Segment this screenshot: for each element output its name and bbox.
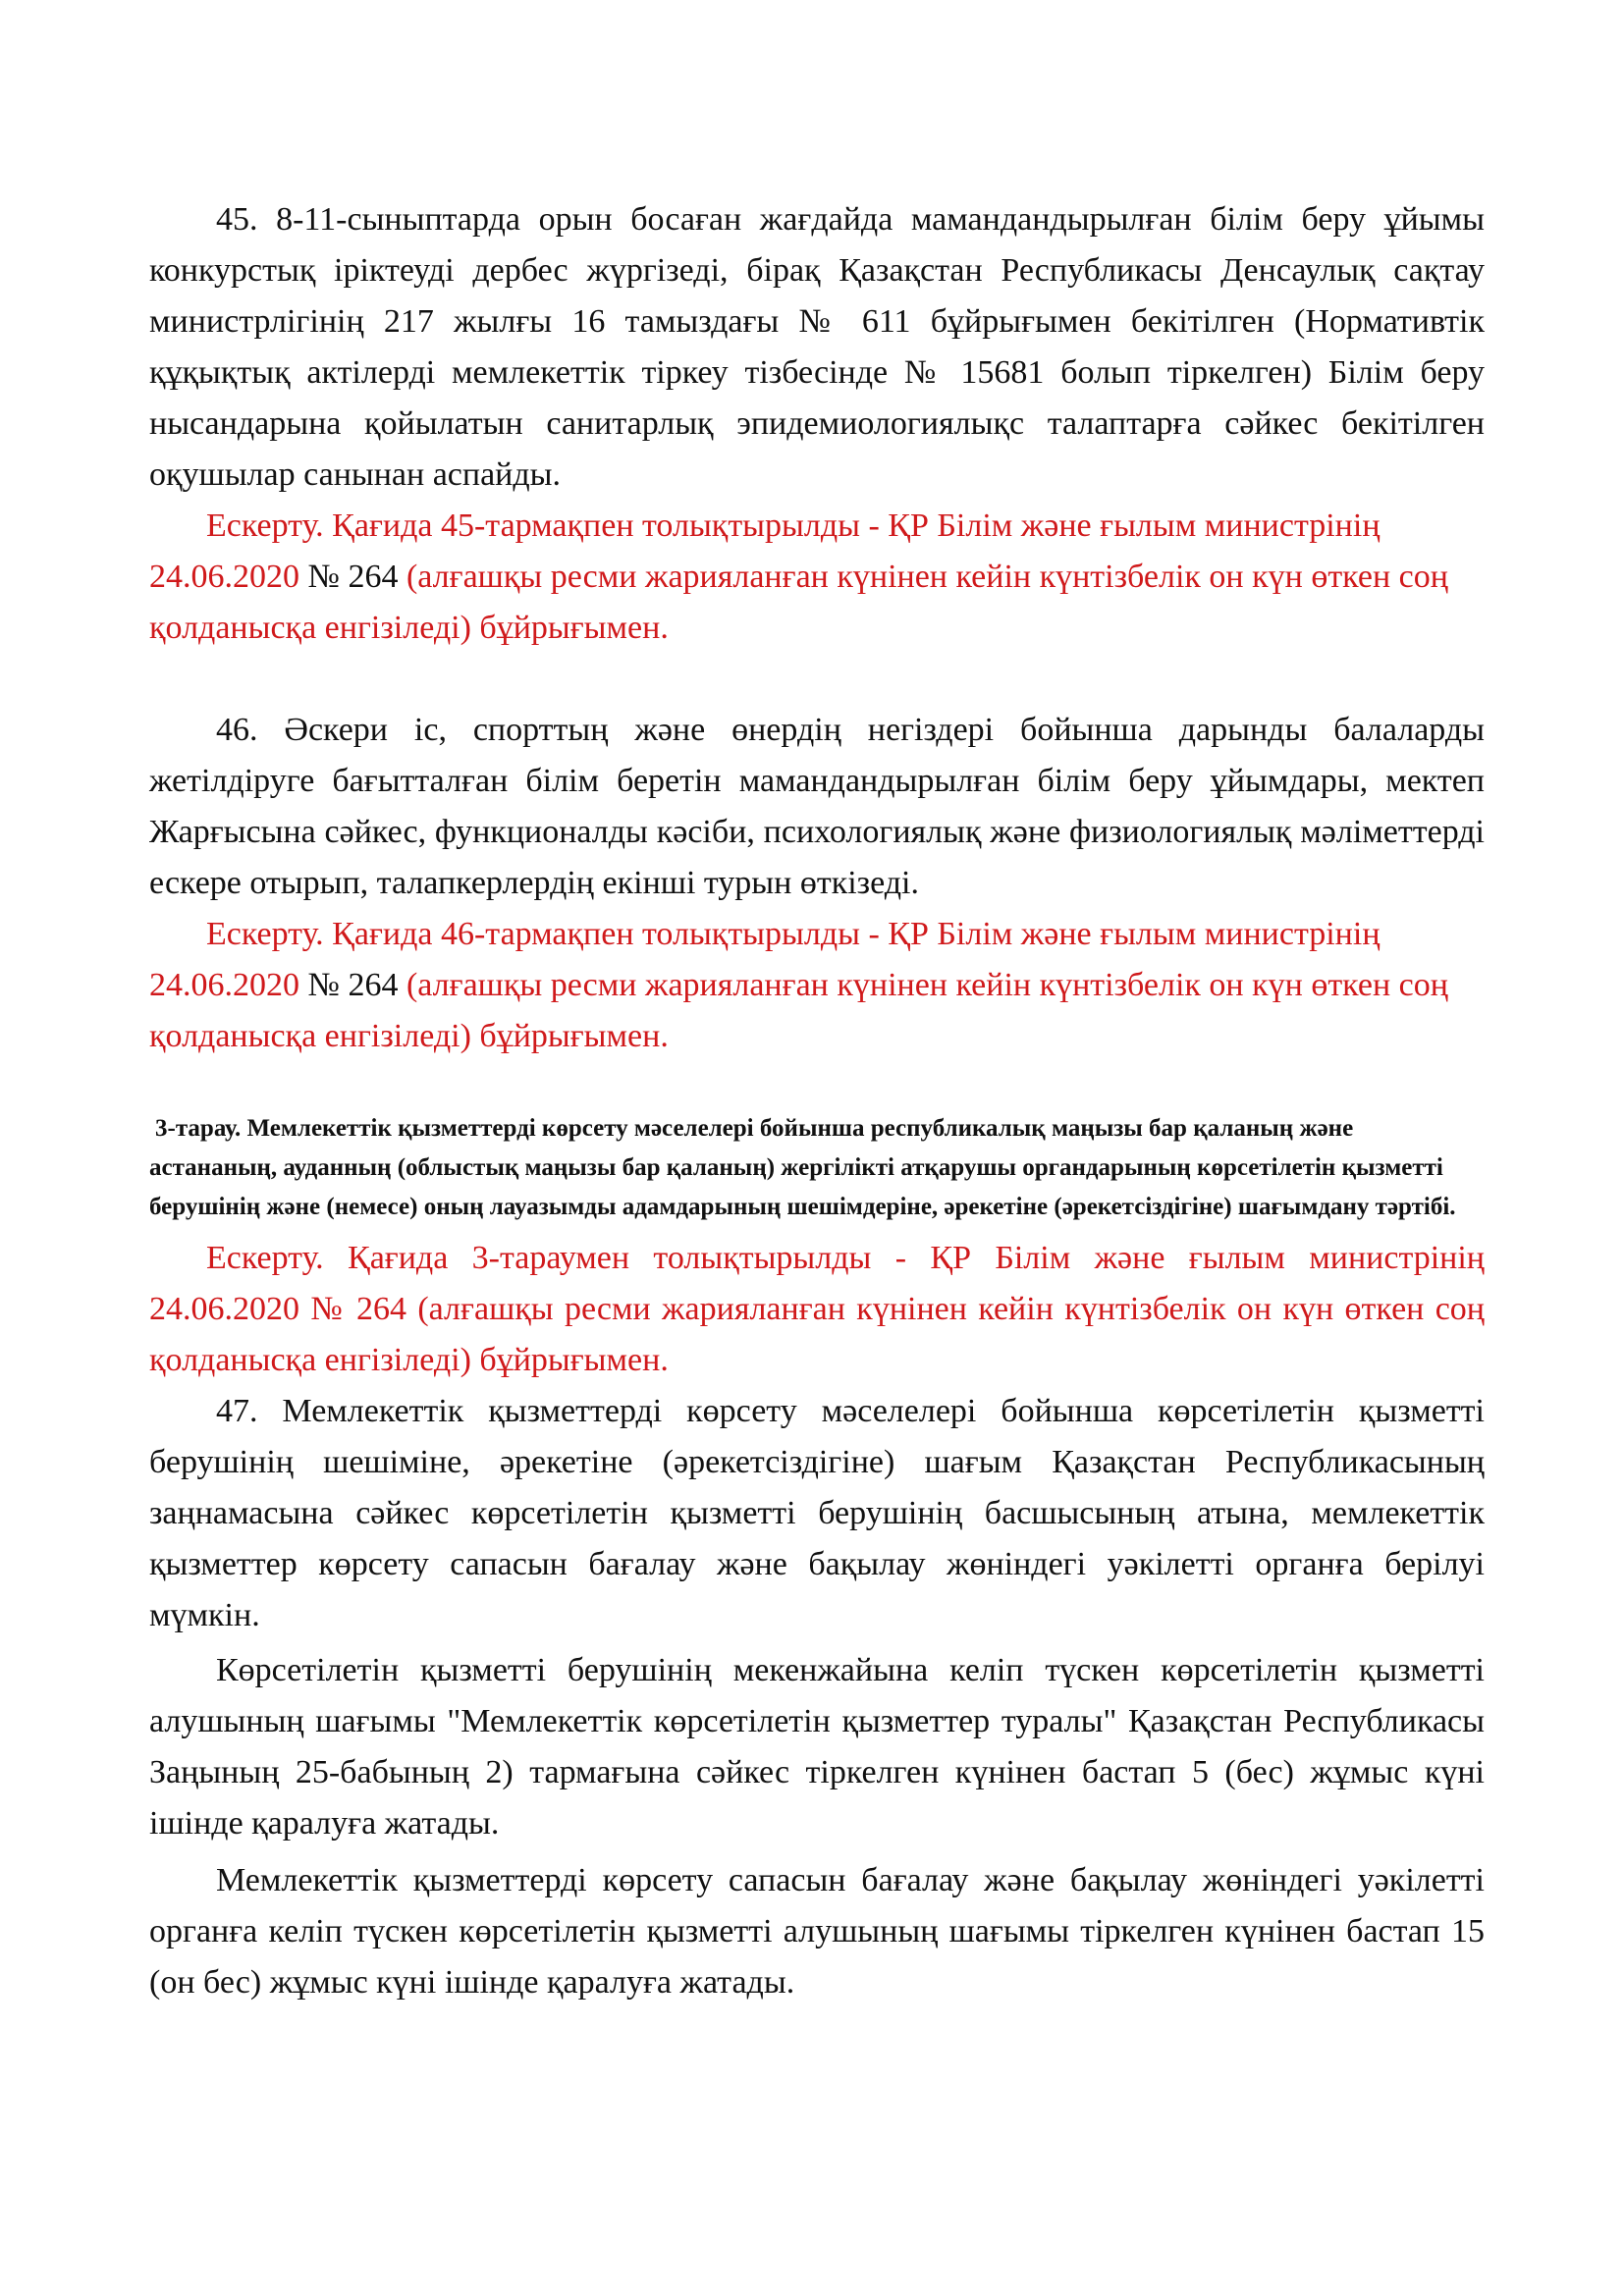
document-page — [149, 194, 1485, 2008]
paragraph-47-part-2: Көрсетілетін қызметті берушінің мекенжайына келіп түскен көрсетілетін қызметті алушының шағымы "Мемлекеттік көрсетілетін қызметтер туралы" Қазақстан Республикасы Заңының 25-бабының 2) тармағына сәйкес тіркелген күнінен бастап 5 (бес) жұмыс күні ішінде қаралуға жатады. — [149, 1652, 1485, 1842]
order-number-link[interactable]: № 264 — [307, 967, 399, 1003]
amendment-note-46-text: Ескерту. Қағида 46-тармақпен толықтырылды - ҚР Білім және ғылым министрінің 24.06.2020 — [149, 916, 1380, 1003]
amendment-note-45-text: Ескерту. Қағида 45-тармақпен толықтырылды - ҚР Білім және ғылым министрінің 24.06.2020 — [149, 507, 1380, 595]
paragraph-47-part-3: Мемлекеттік қызметтерді көрсету сапасын бағалау және бақылау жөніндегі уәкілетті органға келіп түскен көрсетілетін қызметті алушының шағымы тіркелген күнінен бастап 15 (он бес) жұмыс күні ішінде қаралуға жатады. — [149, 1862, 1485, 2001]
paragraph-47: 47. Мемлекеттік қызметтерді көрсету мәселелері бойынша көрсетілетін қызметті берушінің шешіміне, әрекетіне (әрекетсіздігіне) шағым Қазақстан Республикасының заңнамасына сәйкес көрсетілетін қызметті берушінің басшысының атына, мемлекеттік қызметтер көрсету сапасын бағалау және бақылау жөніндегі уәкілетті органға берілуі мүмкін. — [149, 1393, 1485, 1633]
order-number-link[interactable]: № 264 — [307, 559, 399, 595]
amendment-note-45-tail: (алғашқы ресми жарияланған күнінен кейін күнтізбелік он күн өткен соң қолданысқа енгізіледі) бұйрығымен. — [149, 559, 1448, 646]
paragraph-45: 45. 8-11-сыныптарда орын босаған жағдайда мамандандырылған білім беру ұйымы конкурстық іріктеуді дербес жүргізеді, бірақ Қазақстан Республикасы Денсаулық сақтау министрлігінің 217 жылғы 16 тамыздағы № 611 бұйрығымен бекітілген (Нормативтік құқықтық актілерді мемлекеттік тіркеу тізбесінде № 15681 болып тіркелген) Білім беру нысандарына қойылатын санитарлық эпидемиологиялықс талаптарға сәйкес бекітілген оқушылар санынан аспайды. — [149, 201, 1485, 493]
amendment-note-46-tail: (алғашқы ресми жарияланған күнінен кейін күнтізбелік он күн өткен соң қолданысқа енгізіледі) бұйрығымен. — [149, 967, 1448, 1054]
amendment-note-45 — [149, 501, 1485, 654]
section-3-heading: 3-тарау. Мемлекеттік қызметтерді көрсету мәселелері бойынша республикалық маңызы бар қаланың және астананың, ауданның (облыстық маңызы бар қаланың) жергілікті атқарушы органдарының көрсетілетін қызметті берушінің және (немесе) оның лауазымды адамдарының шешімдеріне, әрекетіне (әрекетсіздігіне) шағымдану тәртібі. — [149, 1115, 1456, 1220]
paragraph-46: 46. Әскери іс, спорттың және өнердің негіздері бойынша дарынды балаларды жетілдіруге бағытталған білім беретін мамандандырылған білім беру ұйымдары, мектеп Жарғысына сәйкес, функционалды кәсіби, психологиялық және физиологиялық мәліметтерді ескере отырып, талапкерлердің екінші турын өткізеді. — [149, 712, 1485, 901]
amendment-note-46 — [149, 909, 1485, 1062]
amendment-note-section-3: Ескерту. Қағида 3-тараумен толықтырылды - ҚР Білім және ғылым министрінің 24.06.2020 № 264 (алғашқы ресми жарияланған күнінен кейін күнтізбелік он күн өткен соң қолданысқа енгізіледі) бұйрығымен. — [149, 1240, 1485, 1378]
